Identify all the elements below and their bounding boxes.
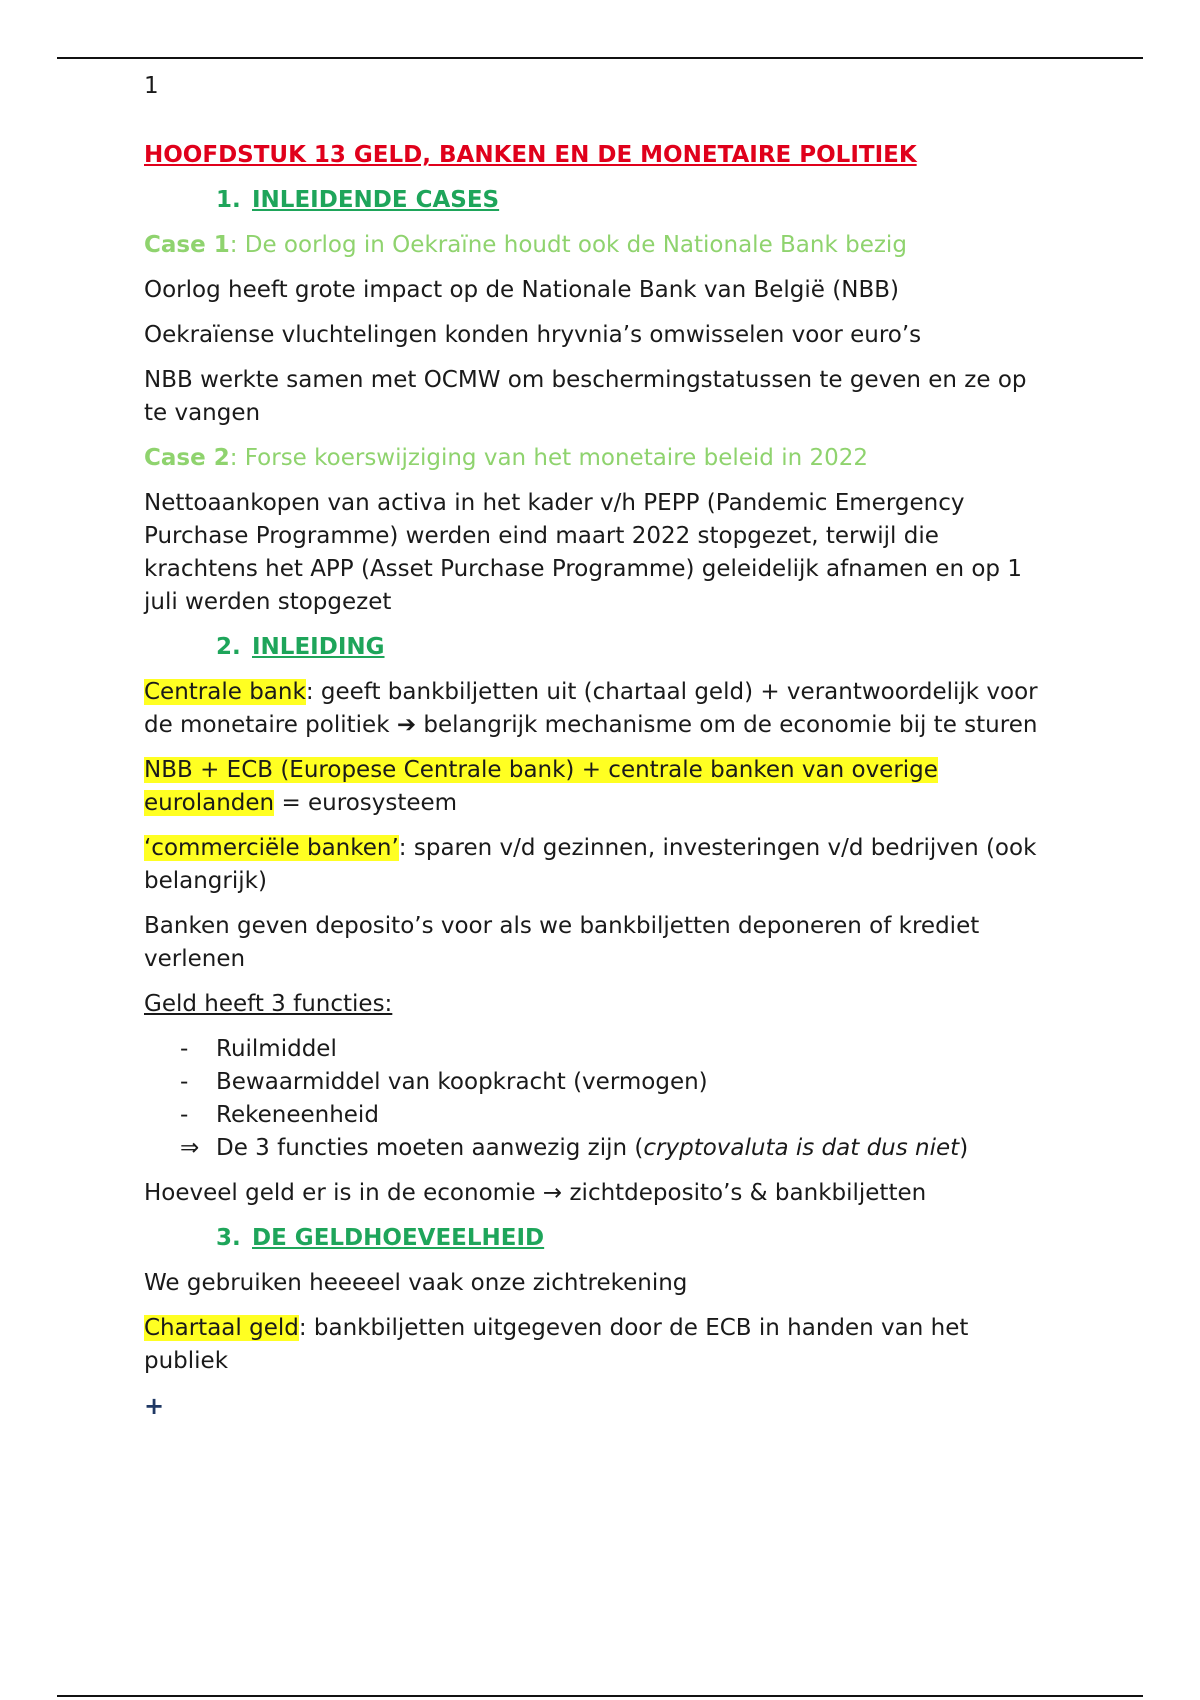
list-item-conclusion (144, 1132, 1044, 1165)
highlighted-term: NBB + ECB (Europese Centrale bank) + centrale banken van overige eurolanden (144, 757, 938, 816)
paragraph: Hoeveel geld er is in de economie → zichtdeposito’s & bankbiljetten (144, 1180, 927, 1206)
highlighted-term: Centrale bank (144, 679, 306, 705)
document-body (144, 70, 1044, 1423)
case-label: Case 2 (144, 445, 230, 471)
section-number: 3. (216, 1225, 241, 1251)
list-item-text: De 3 functies moeten aanwezig zijn ( (216, 1135, 644, 1161)
section-heading-geldhoeveelheid (216, 1222, 1044, 1255)
paragraph-text: = eurosysteem (274, 790, 458, 816)
section-number: 2. (216, 634, 241, 660)
highlighted-term: Chartaal geld (144, 1315, 299, 1341)
paragraph-text: : sparen v/d gezinnen, investeringen v/d bedrijven (ook belangrijk) (144, 835, 1037, 894)
section-heading-inleiding (216, 631, 1044, 664)
chapter-title: HOOFDSTUK 13 GELD, BANKEN EN DE MONETAIRE POLITIEK (144, 142, 917, 168)
section-number: 1. (216, 187, 241, 213)
bottom-rule (57, 1695, 1143, 1697)
functions-heading: Geld heeft 3 functies: (144, 991, 393, 1017)
italic-note: cryptovaluta is dat dus niet (643, 1135, 960, 1161)
case-title: : Forse koerswijziging van het monetaire beleid in 2022 (229, 445, 869, 471)
section-title: DE GELDHOEVEELHEID (252, 1225, 545, 1251)
list-item (144, 1066, 1044, 1099)
dash-bullet: - (180, 1102, 189, 1128)
top-rule (57, 57, 1143, 59)
paragraph-centrale-bank (144, 676, 1044, 742)
paragraph: We gebruiken heeeeel vaak onze zichtrekening (144, 1270, 688, 1296)
paragraph-commerciele-banken (144, 832, 1044, 898)
paragraph-chartaal-geld (144, 1312, 1044, 1378)
case-1-heading (144, 229, 1044, 262)
highlighted-term: ‘commerciële banken’ (144, 835, 399, 861)
section-title: INLEIDENDE CASES (252, 187, 500, 213)
list-item-text: Rekeneenheid (216, 1102, 379, 1128)
paragraph: Oekraïense vluchtelingen konden hryvnia’s omwisselen voor euro’s (144, 322, 922, 348)
paragraph: Banken geven deposito’s voor als we bankbiljetten deponeren of krediet verlenen (144, 913, 980, 972)
section-heading-inleidende-cases (216, 184, 1044, 217)
page-number: 1 (144, 73, 159, 99)
plus-icon: + (144, 1392, 165, 1420)
case-label: Case 1 (144, 232, 230, 258)
paragraph-text: : bankbiljetten uitgegeven door de ECB in handen van het publiek (144, 1315, 969, 1374)
list-item (144, 1033, 1044, 1066)
section-title: INLEIDING (252, 634, 385, 660)
dash-bullet: - (180, 1036, 189, 1062)
list-item-text: Ruilmiddel (216, 1036, 337, 1062)
functions-list (144, 1033, 1044, 1165)
paragraph: Oorlog heeft grote impact op de Nationale Bank van België (NBB) (144, 277, 899, 303)
list-item (144, 1099, 1044, 1132)
dash-bullet: - (180, 1069, 189, 1095)
paragraph: NBB werkte samen met OCMW om beschermingstatussen te geven en ze op te vangen (144, 367, 1027, 426)
case-2-heading (144, 442, 1044, 475)
list-item-text-end: ) (959, 1135, 969, 1161)
list-item-text: Bewaarmiddel van koopkracht (vermogen) (216, 1069, 708, 1095)
paragraph-eurosysteem (144, 754, 1044, 820)
paragraph: Nettoaankopen van activa in het kader v/h PEPP (Pandemic Emergency Purchase Programme) werden eind maart 2022 stopgezet, terwijl die krachtens het APP (Asset Purchase Programme) geleidelijk afnamen en op 1 juli werden stopgezet (144, 490, 1022, 615)
case-title: : De oorlog in Oekraïne houdt ook de Nationale Bank bezig (229, 232, 907, 258)
paragraph-text: : geeft bankbiljetten uit (chartaal geld) + verantwoordelijk voor de monetaire politiek ➔ belangrijk mechanisme om de economie bij te sturen (144, 679, 1038, 738)
arrow-bullet-icon: ⇒ (180, 1135, 200, 1161)
